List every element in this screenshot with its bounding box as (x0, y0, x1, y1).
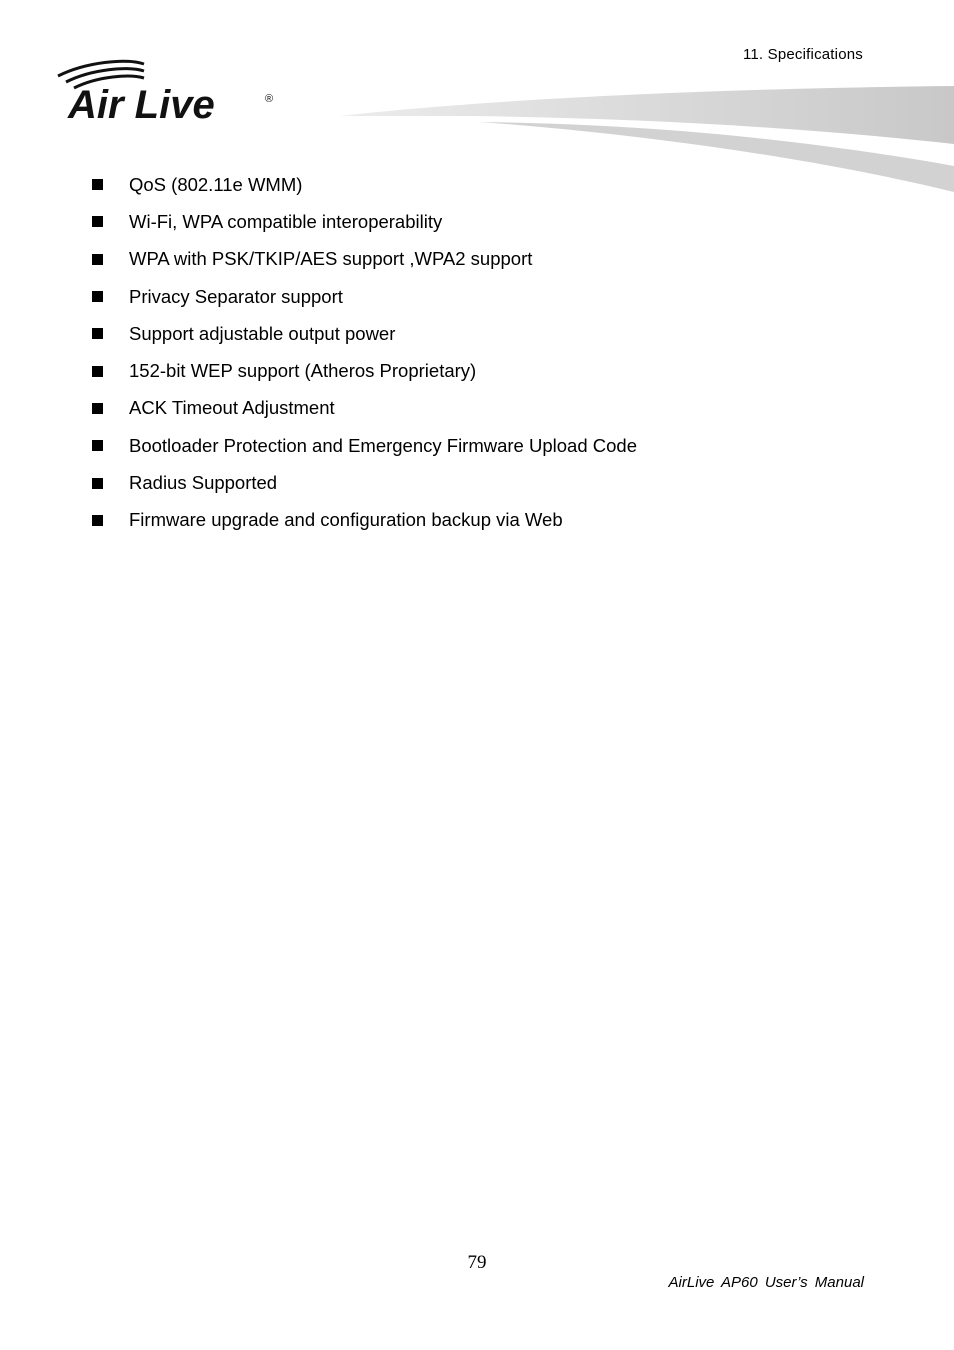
list-item (92, 427, 637, 464)
list-item-text: WPA with PSK/TKIP/AES support ,WPA2 support (129, 248, 533, 270)
airlive-logo (56, 58, 286, 128)
square-bullet-icon (92, 440, 103, 451)
square-bullet-icon (92, 478, 103, 489)
square-bullet-icon (92, 179, 103, 190)
list-item-text: Radius Supported (129, 472, 278, 494)
list-item (92, 278, 637, 315)
list-item-text: Firmware upgrade and configuration backup via Web (129, 509, 563, 531)
list-item-text: QoS (802.11e WMM) (129, 173, 303, 195)
square-bullet-icon (92, 403, 103, 414)
feature-list (92, 166, 637, 539)
list-item (92, 241, 637, 278)
list-item-text: Privacy Separator support (129, 285, 343, 307)
list-item (92, 464, 637, 501)
list-item-text: Wi-Fi, WPA compatible interoperability (129, 210, 443, 232)
page-number: 79 (467, 1252, 487, 1273)
footer-manual-title: AirLive AP60 User’s Manual (668, 1274, 864, 1291)
square-bullet-icon (92, 328, 103, 339)
square-bullet-icon (92, 366, 103, 377)
list-item-text: Bootloader Protection and Emergency Firmware Upload Code (129, 434, 637, 456)
list-item (92, 352, 637, 389)
list-item (92, 390, 637, 427)
square-bullet-icon (92, 216, 103, 227)
square-bullet-icon (92, 515, 103, 526)
list-item (92, 315, 637, 352)
header-section-title: 11. Specifications (742, 46, 863, 63)
list-item (92, 203, 637, 240)
list-item-text: ACK Timeout Adjustment (129, 397, 335, 419)
logo-registered-mark: ® (265, 93, 274, 105)
list-item (92, 502, 637, 539)
logo-wordmark: Air Live (68, 83, 215, 127)
list-item-text: Support adjustable output power (129, 322, 396, 344)
list-item-text: 152-bit WEP support (Atheros Proprietary) (129, 360, 477, 382)
list-item (92, 166, 637, 203)
square-bullet-icon (92, 291, 103, 302)
square-bullet-icon (92, 254, 103, 265)
